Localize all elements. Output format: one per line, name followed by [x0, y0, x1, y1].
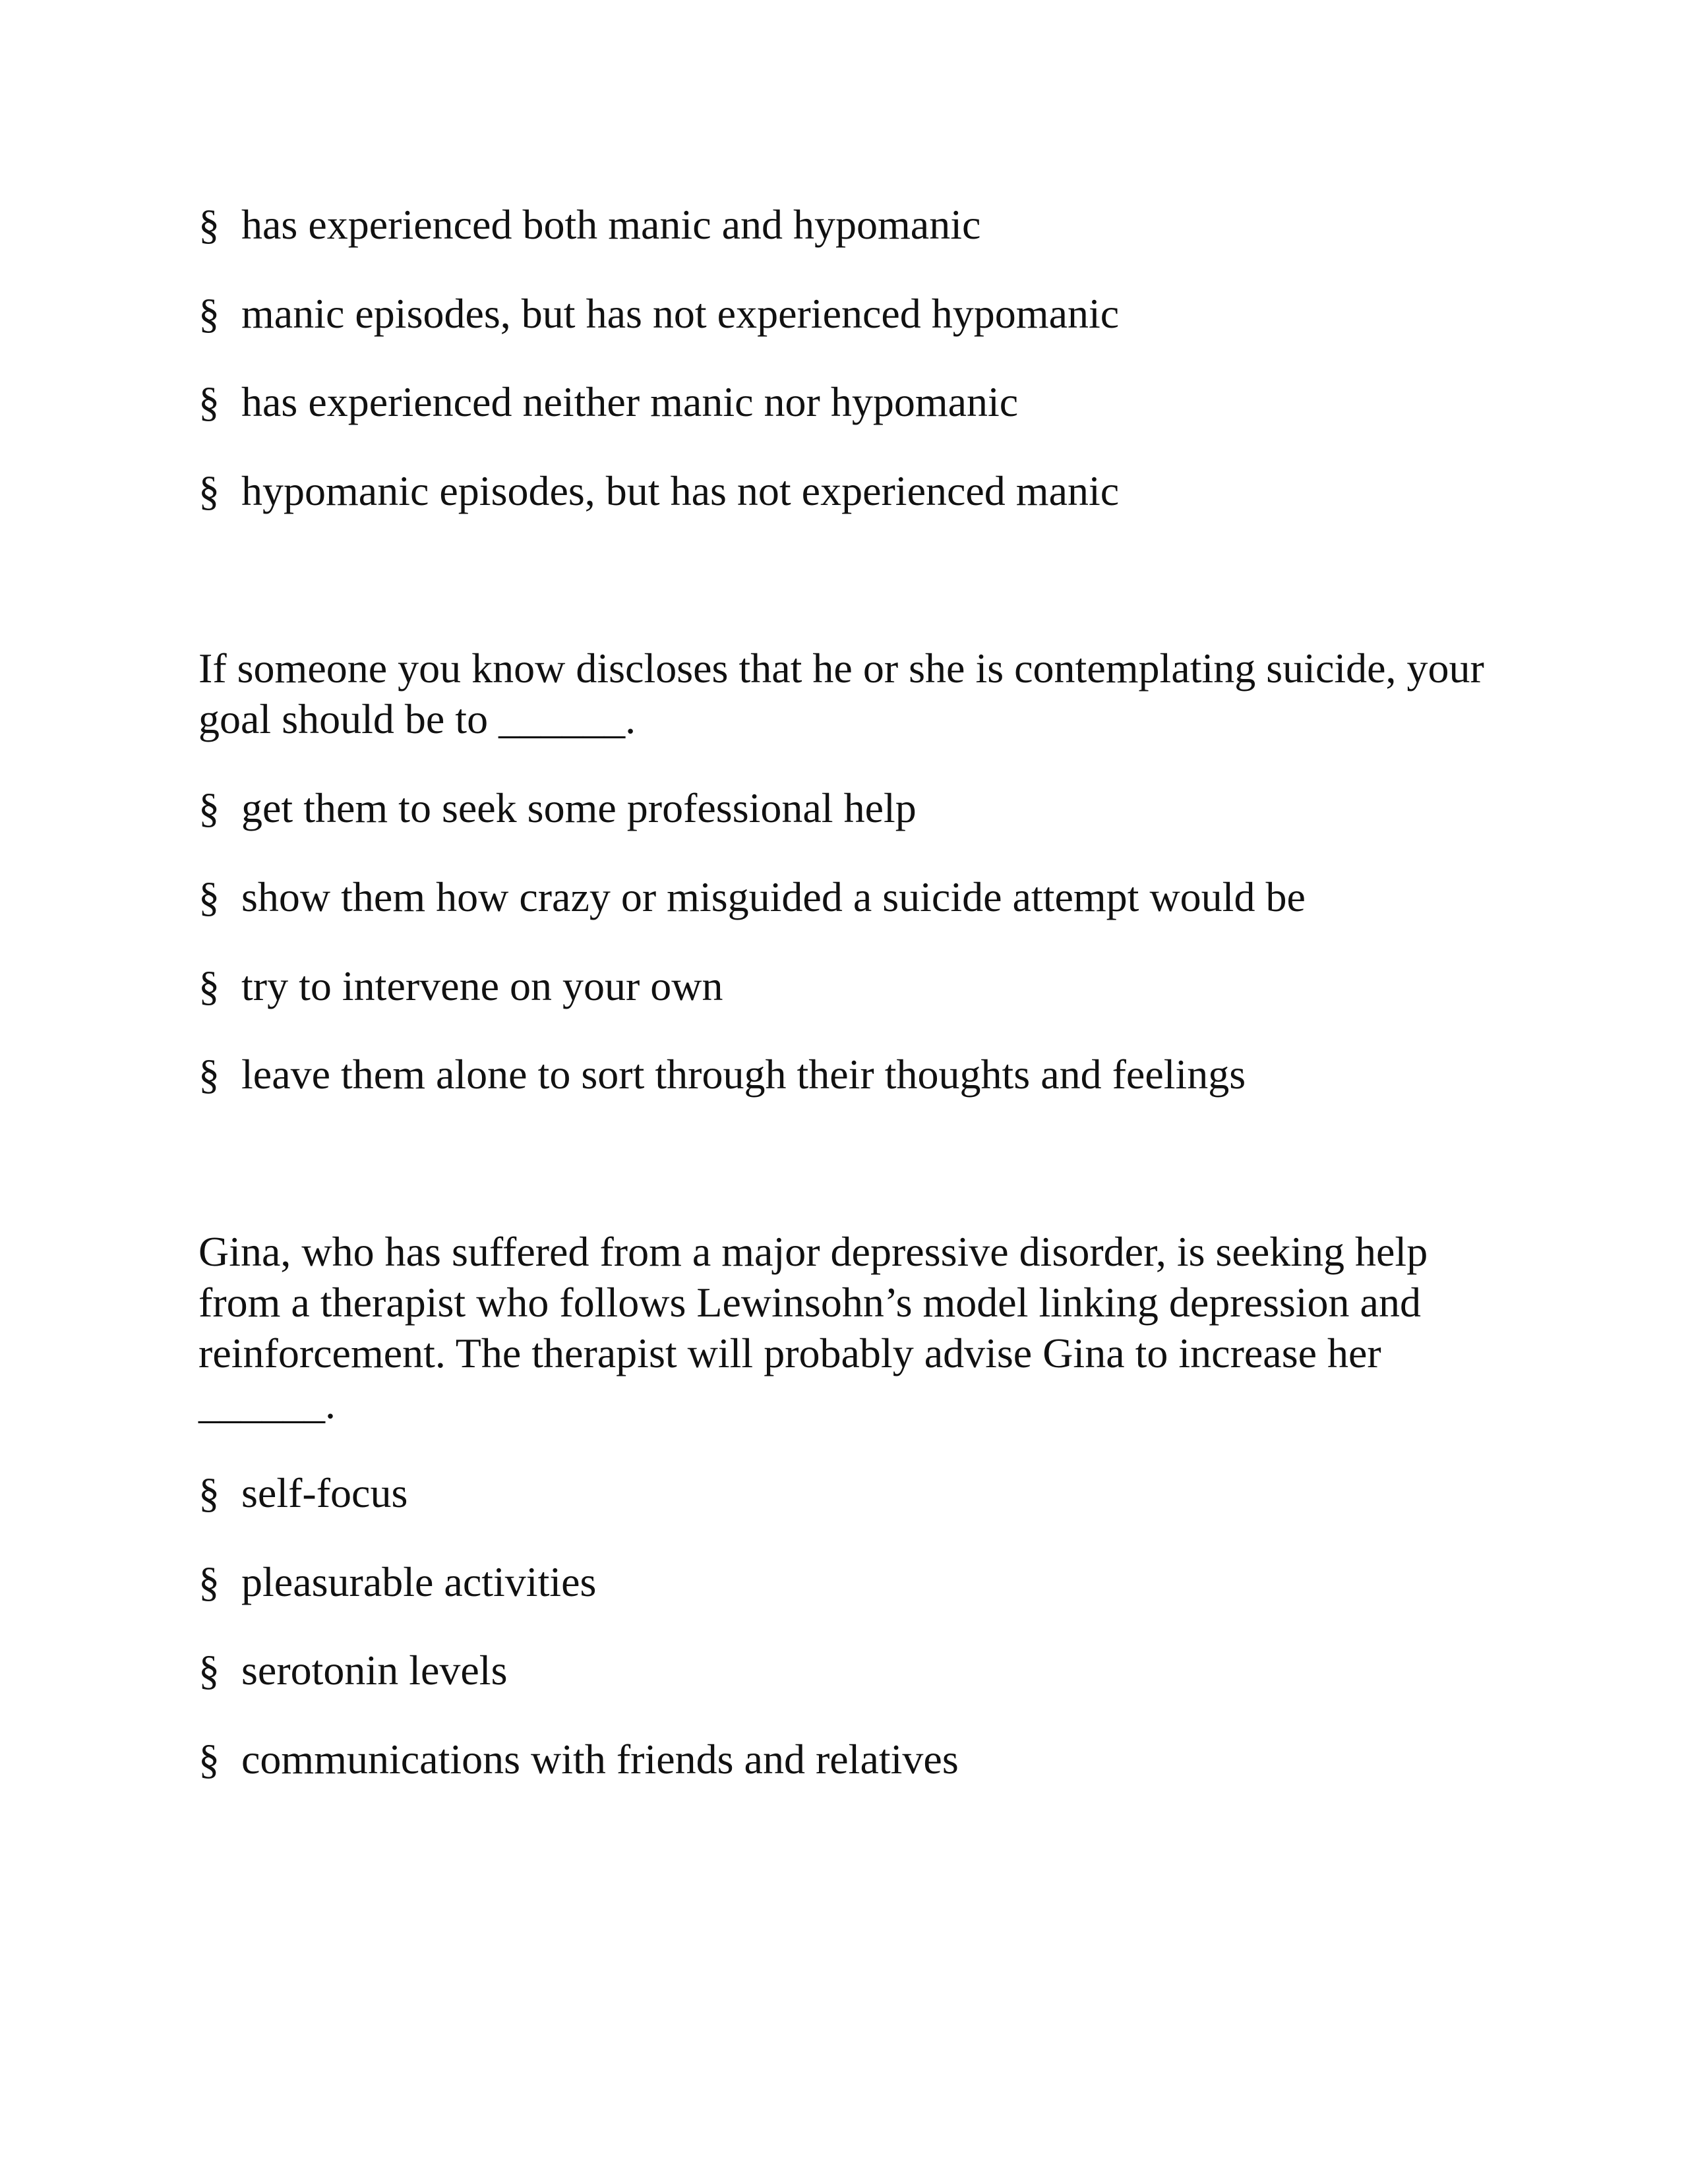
answer-option[interactable]: [198, 1645, 507, 1696]
answer-option[interactable]: [198, 1556, 596, 1607]
bullet-icon: §: [198, 962, 220, 1009]
option-text: communications with friends and relatives: [241, 1736, 959, 1783]
bullet-icon: §: [198, 1558, 220, 1605]
bullet-icon: §: [198, 1736, 220, 1783]
answer-option[interactable]: [198, 1049, 1246, 1100]
bullet-icon: §: [198, 201, 220, 248]
option-text: self-focus: [241, 1469, 408, 1516]
bullet-icon: §: [198, 467, 220, 514]
option-text: serotonin levels: [241, 1647, 508, 1694]
bullet-icon: §: [198, 873, 220, 920]
option-text: has experienced neither manic nor hypomanic: [241, 378, 1019, 425]
answer-option[interactable]: [198, 1734, 959, 1785]
answer-option[interactable]: [198, 871, 1306, 922]
option-text: pleasurable activities: [241, 1558, 597, 1605]
bullet-icon: §: [198, 290, 220, 337]
option-text: manic episodes, but has not experienced hypomanic: [241, 290, 1120, 337]
answer-option[interactable]: [198, 199, 980, 250]
bullet-icon: §: [198, 1647, 220, 1694]
bullet-icon: §: [198, 1469, 220, 1516]
answer-option[interactable]: [198, 1467, 407, 1518]
answer-option[interactable]: [198, 376, 1018, 427]
answer-option[interactable]: [198, 960, 723, 1011]
option-text: leave them alone to sort through their thoughts and feelings: [241, 1051, 1246, 1098]
bullet-icon: §: [198, 784, 220, 831]
option-text: show them how crazy or misguided a suicide attempt would be: [241, 873, 1306, 920]
answer-option[interactable]: [198, 465, 1119, 516]
option-text: get them to seek some professional help: [241, 784, 917, 831]
bullet-icon: §: [198, 1051, 220, 1098]
option-text: try to intervene on your own: [241, 962, 723, 1009]
option-text: has experienced both manic and hypomanic: [241, 201, 981, 248]
question-prompt: Gina, who has suffered from a major depressive disorder, is seeking help from a therapist who follows Lewinsohn’s model linking depression and reinforcement. The therapist will probably advise Gina to increase her ______.: [198, 1228, 1428, 1427]
option-text: hypomanic episodes, but has not experienced manic: [241, 467, 1120, 514]
answer-option[interactable]: [198, 782, 917, 833]
bullet-icon: §: [198, 378, 220, 425]
answer-option[interactable]: [198, 288, 1119, 339]
question-prompt: If someone you know discloses that he or she is contemplating suicide, your goal should be to ______.: [198, 645, 1484, 742]
